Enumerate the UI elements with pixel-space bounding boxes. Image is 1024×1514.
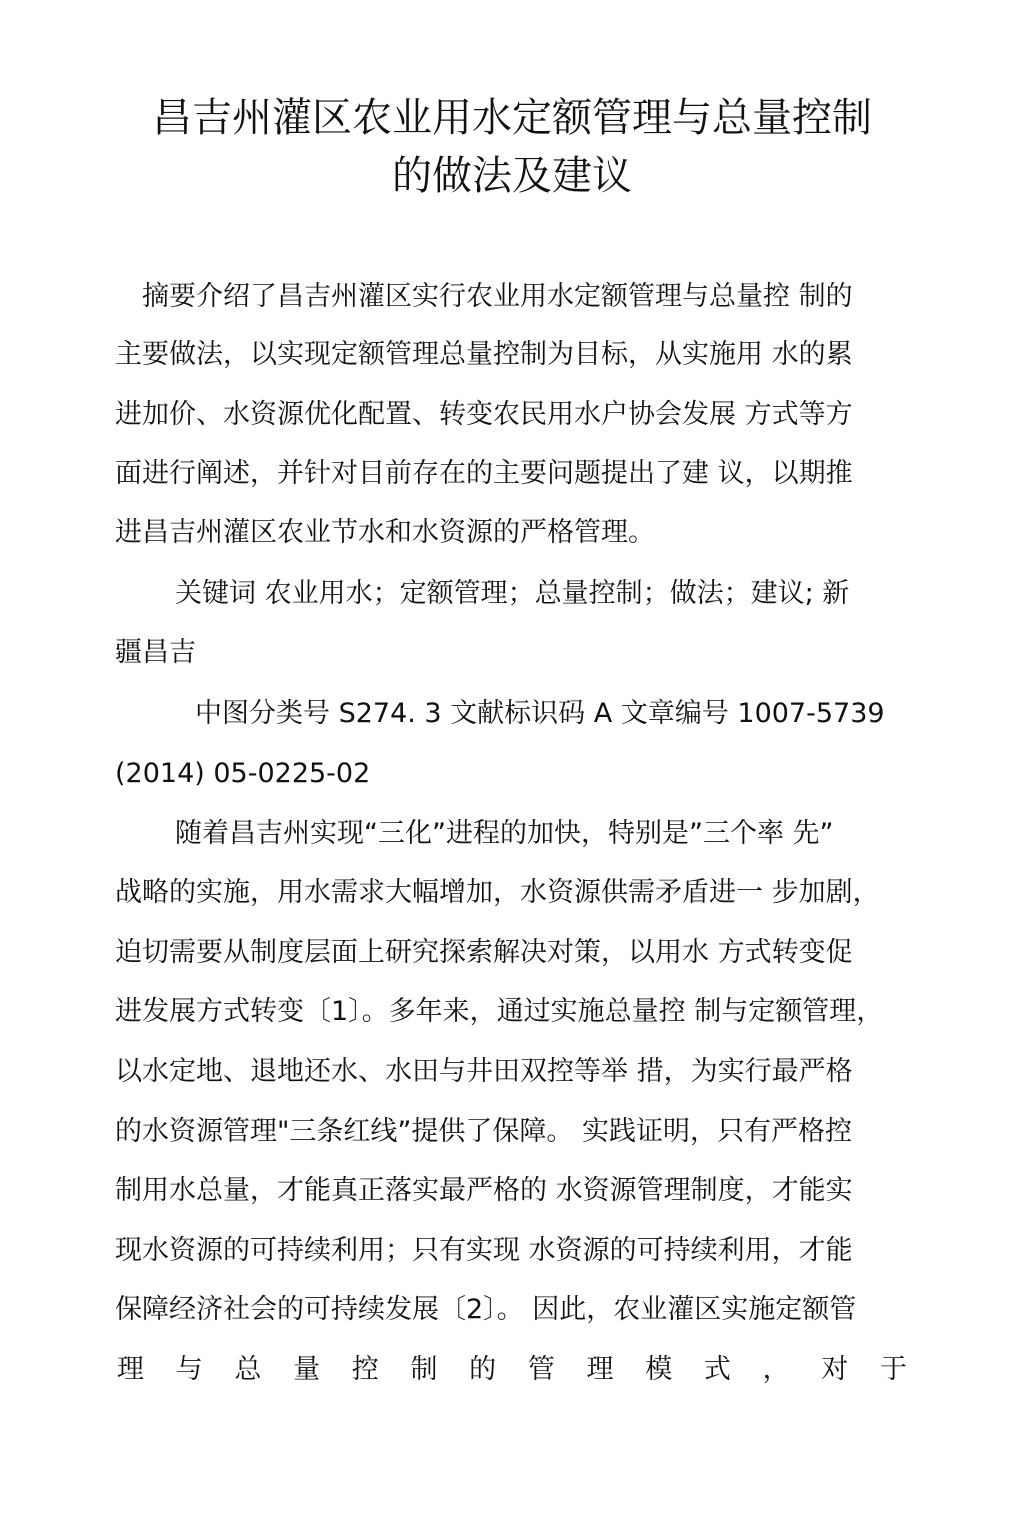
keywords-line: 关键词 农业用水；定额管理；总量控制；做法；建议; 新 — [175, 578, 850, 609]
body-line: 战略的实施，用水需求大幅增加，水资源供需矛盾进一 步加剧， — [115, 877, 880, 908]
abstract-line: 摘要介绍了昌吉州灌区实行农业用水定额管理与总量控 制的 — [142, 281, 853, 312]
keywords-line: 疆昌吉 — [115, 637, 196, 668]
classification-line: 中图分类号 S274. 3 文献标识码 A 文章编号 1007-5739 — [195, 698, 885, 729]
body-char: ， — [762, 1354, 790, 1385]
abstract-line: 主要做法，以实现定额管理总量控制为目标，从实施用 水的累 — [115, 339, 853, 370]
body-char: 于 — [879, 1354, 907, 1385]
body-char: 制 — [410, 1354, 438, 1385]
body-char: 模 — [645, 1354, 673, 1385]
document-title-line-2: 的做法及建议 — [392, 153, 632, 199]
abstract-line: 进加价、水资源优化配置、转变农民用水户协会发展 方式等方 — [115, 399, 853, 430]
body-last-line — [117, 1352, 907, 1388]
body-char: 总 — [234, 1354, 262, 1385]
body-char: 理 — [117, 1354, 144, 1385]
abstract-line: 面进行阐述，并针对目前存在的主要问题提出了建 议，以期推 — [115, 458, 853, 489]
document-title-line-1: 昌吉州灌区农业用水定额管理与总量控制 — [152, 95, 872, 141]
body-char: 控 — [351, 1354, 379, 1385]
body-char: 对 — [821, 1354, 849, 1385]
body-char: 管 — [527, 1354, 555, 1385]
body-char: 理 — [586, 1354, 614, 1385]
body-line: 制用水总量，才能真正落实最严格的 水资源管理制度，才能实 — [115, 1175, 853, 1206]
body-line: 随着昌吉州实现“三化”进程的加快，特别是”三个率 先” — [175, 818, 834, 849]
abstract-line: 进昌吉州灌区农业节水和水资源的严格管理。 — [115, 517, 655, 548]
body-line: 迫切需要从制度层面上研究探索解决对策，以用水 方式转变促 — [115, 937, 853, 968]
body-char: 量 — [293, 1354, 321, 1385]
body-line: 的水资源管理"三条红线”提供了保障。 实践证明，只有严格控 — [115, 1116, 852, 1147]
body-line: 现水资源的可持续利用；只有实现 水资源的可持续利用，才能 — [115, 1235, 853, 1266]
body-char: 式 — [703, 1354, 731, 1385]
body-line: 保障经济社会的可持续发展〔2〕。 因此，农业灌区实施定额管 — [115, 1294, 857, 1325]
body-line: 进发展方式转变〔1〕。多年来，通过实施总量控 制与定额管理， — [115, 996, 884, 1027]
body-char: 的 — [469, 1354, 497, 1385]
body-line: 以水定地、退地还水、水田与井田双控等举 措，为实行最严格 — [115, 1056, 853, 1087]
body-char: 与 — [175, 1354, 203, 1385]
classification-line: (2014) 05-0225-02 — [115, 758, 371, 789]
